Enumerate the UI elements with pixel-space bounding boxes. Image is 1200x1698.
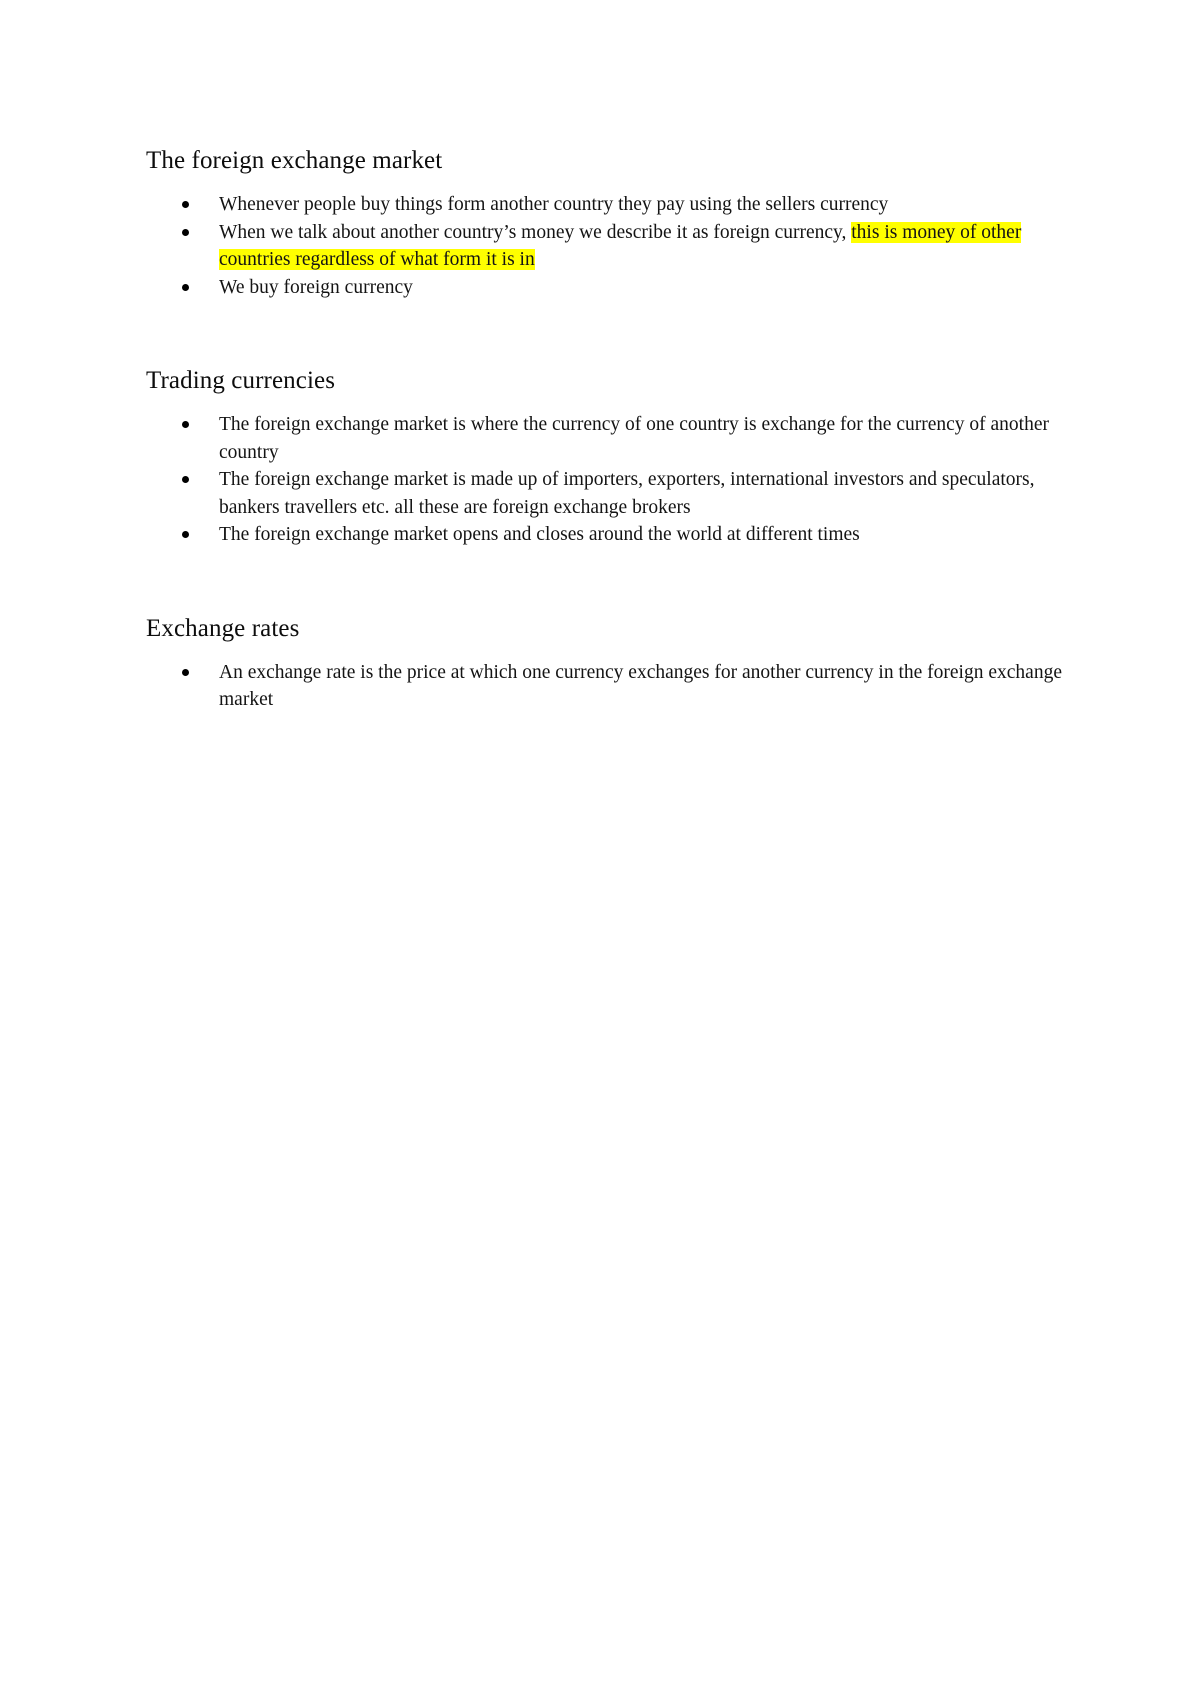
bullet-icon	[182, 476, 189, 483]
bullet-icon	[182, 229, 189, 236]
bullet-icon	[182, 284, 189, 291]
section-exchange-rates	[146, 613, 1066, 714]
list-item	[146, 219, 1066, 274]
section-heading: The foreign exchange market	[146, 147, 443, 174]
bullet-list	[146, 659, 1066, 714]
list-item-text: The foreign exchange market is where the currency of one country is exchange for the currency of another country	[219, 414, 1049, 463]
section-trading-currencies	[146, 365, 1066, 549]
section-heading: Exchange rates	[146, 614, 300, 642]
list-item	[146, 191, 1066, 219]
list-item	[146, 466, 1066, 521]
list-item	[146, 411, 1066, 466]
bullet-list	[146, 191, 1066, 301]
highlighted-text: this is money of other countries regardless of what form it is in	[219, 221, 1022, 270]
list-item-text: The foreign exchange market is made up of importers, exporters, international investors and speculators, bankers travellers etc. all these are foreign exchange brokers	[219, 469, 1035, 518]
list-item-text: When we talk about another country’s money we describe it as foreign currency,	[219, 221, 852, 243]
bullet-icon	[182, 421, 189, 428]
list-item	[146, 274, 1066, 302]
list-item	[146, 659, 1066, 714]
document-body	[146, 145, 1066, 778]
section-heading: Trading currencies	[146, 367, 336, 394]
list-item-text: The foreign exchange market opens and closes around the world at different times	[219, 524, 860, 545]
bullet-icon	[182, 669, 189, 676]
list-item-text: We buy foreign currency	[219, 276, 413, 298]
section-foreign-exchange-market	[146, 145, 1066, 301]
list-item-text: An exchange rate is the price at which one currency exchanges for another currency in the foreign exchange market	[219, 661, 1062, 710]
bullet-icon	[182, 201, 189, 208]
list-item-text: Whenever people buy things form another country they pay using the sellers currency	[219, 194, 889, 215]
bullet-list	[146, 411, 1066, 549]
bullet-icon	[182, 531, 189, 538]
list-item	[146, 521, 1066, 549]
